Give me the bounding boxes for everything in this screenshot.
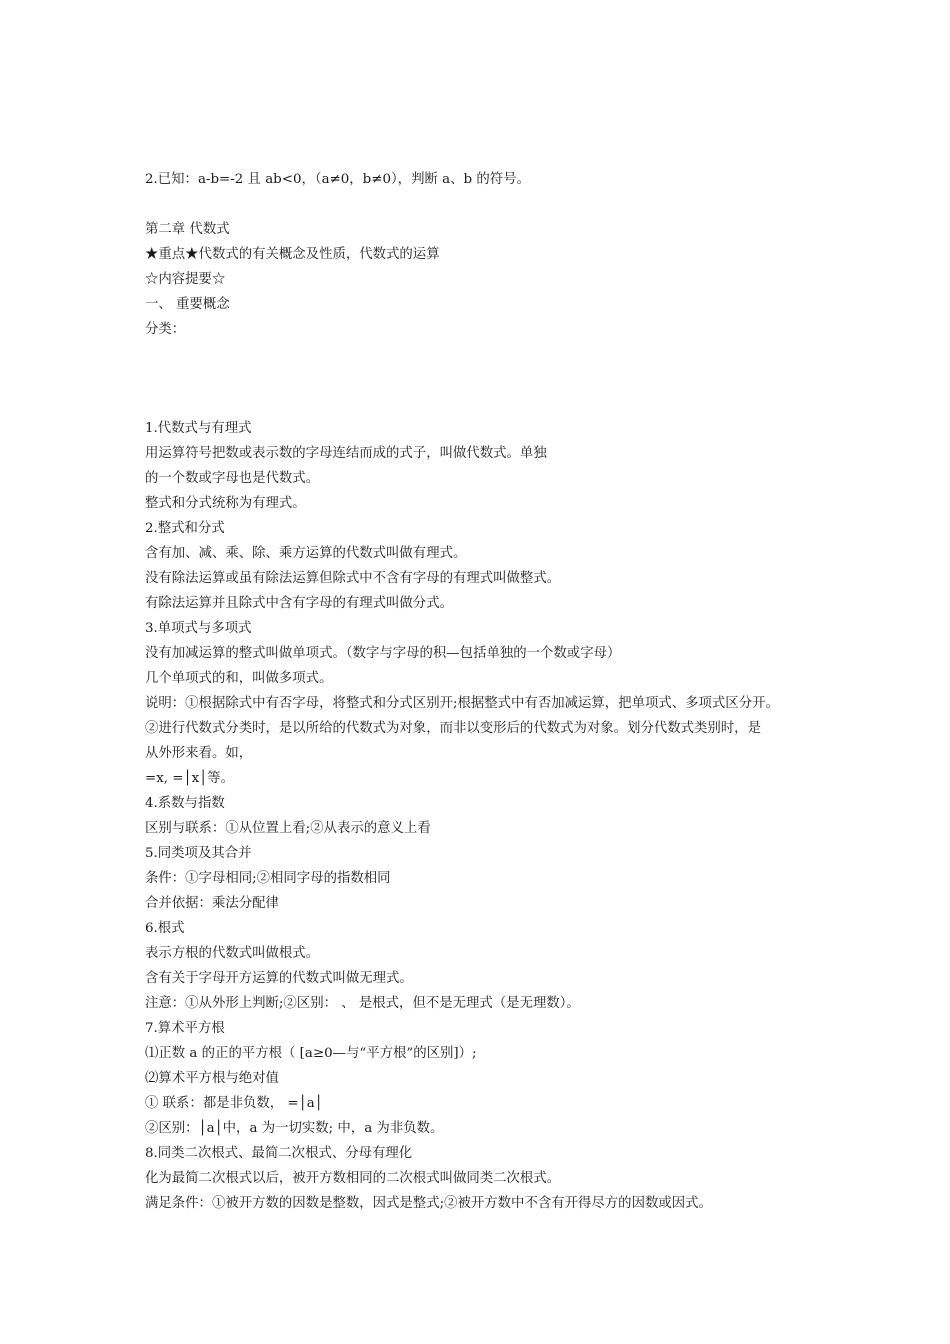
text-line: ②进行代数式分类时，是以所给的代数式为对象，而非以变形后的代数式为对象。划分代数式类别时，是 — [145, 721, 761, 736]
text-line: ②区别：│a│中，a 为一切实数; 中，a 为非负数。 — [145, 1121, 444, 1136]
text-line: 注意：①从外形上判断;②区别： 、 是根式，但不是无理式（是无理数）。 — [145, 996, 580, 1011]
text-line: 用运算符号把数或表示数的字母连结而成的式子，叫做代数式。单独 — [145, 446, 547, 461]
text-line: 含有关于字母开方运算的代数式叫做无理式。 — [145, 971, 413, 986]
text-line: ⑴正数 a 的正的平方根（ [a≥0—与“平方根”的区别]）; — [145, 1046, 477, 1061]
text-line: 满足条件：①被开方数的因数是整数，因式是整式;②被开方数中不含有开得尽方的因数或因式。 — [145, 1196, 712, 1211]
chapter-title: 第二章 代数式 — [145, 222, 230, 237]
text-line: 有除法运算并且除式中含有字母的有理式叫做分式。 — [145, 596, 453, 611]
key-points: ★重点★代数式的有关概念及性质，代数式的运算 — [145, 247, 440, 262]
text-line: 说明：①根据除式中有否字母，将整式和分式区别开;根据整式中有否加减运算，把单项式、多项式区分开。 — [145, 696, 779, 711]
problem-2: 2.已知：a-b=-2 且 ab<0，（a≠0，b≠0），判断 a、b 的符号。 — [145, 172, 530, 187]
text-line: ⑵算术平方根与绝对值 — [145, 1071, 279, 1086]
heading-1: 1.代数式与有理式 — [145, 421, 252, 436]
text-line: 化为最简二次根式以后，被开方数相同的二次根式叫做同类二次根式。 — [145, 1171, 561, 1186]
text-line: 含有加、减、乘、除、乘方运算的代数式叫做有理式。 — [145, 546, 467, 561]
heading-3: 3.单项式与多项式 — [145, 621, 252, 636]
text-line: 整式和分式统称为有理式。 — [145, 496, 306, 511]
text-line: 区别与联系：①从位置上看;②从表示的意义上看 — [145, 821, 431, 836]
text-line: 条件：①字母相同;②相同字母的指数相同 — [145, 871, 391, 886]
text-line: 几个单项式的和，叫做多项式。 — [145, 671, 333, 686]
heading-2: 2.整式和分式 — [145, 521, 225, 536]
text-line: 没有除法运算或虽有除法运算但除式中不含有字母的有理式叫做整式。 — [145, 571, 561, 586]
heading-4: 4.系数与指数 — [145, 796, 225, 811]
text-line: 表示方根的代数式叫做根式。 — [145, 946, 320, 961]
text-line: =x, =│x│等。 — [145, 771, 234, 786]
heading-7: 7.算术平方根 — [145, 1021, 225, 1036]
heading-8: 8.同类二次根式、最简二次根式、分母有理化 — [145, 1146, 413, 1161]
heading-6: 6.根式 — [145, 921, 185, 936]
text-line: ① 联系：都是非负数， =│a│ — [145, 1096, 323, 1111]
text-line: 的一个数或字母也是代数式。 — [145, 471, 320, 486]
text-line: 合并依据：乘法分配律 — [145, 896, 279, 911]
heading-5: 5.同类项及其合并 — [145, 846, 252, 861]
summary-heading: ☆内容提要☆ — [145, 272, 226, 287]
text-line: 从外形来看。如， — [145, 746, 253, 761]
classification-label: 分类： — [145, 322, 186, 337]
section-heading: 一、 重要概念 — [145, 297, 230, 312]
text-line: 没有加减运算的整式叫做单项式。（数字与字母的积—包括单独的一个数或字母） — [145, 646, 621, 661]
